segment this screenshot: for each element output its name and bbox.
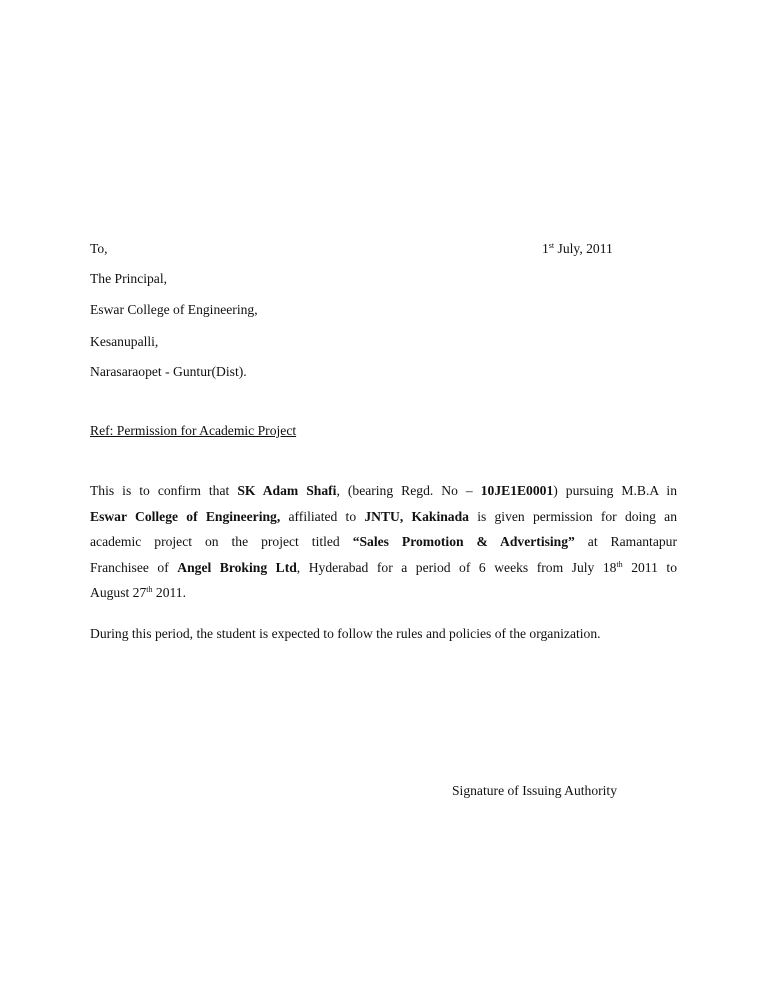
body-line-5 xyxy=(90,580,677,606)
body-text: This is to confirm that xyxy=(90,483,238,498)
ordinal-suffix: th xyxy=(146,585,153,594)
university-name: JNTU, Kakinada xyxy=(364,508,469,524)
body-line-3 xyxy=(90,529,677,555)
body-text: academic project on the project titled xyxy=(90,534,353,549)
student-name: SK Adam Shafi xyxy=(237,483,337,498)
regd-number: 10JE1E0001 xyxy=(480,483,554,498)
body-text: , (bearing Regd. No – xyxy=(336,483,481,498)
body-text: , Hyderabad for a period of 6 weeks from July 18 xyxy=(296,559,617,575)
body-line-1 xyxy=(90,478,677,504)
date-rest: July, 2011 xyxy=(554,241,613,256)
body-line-2 xyxy=(90,504,677,530)
signature-label: Signature of Issuing Authority xyxy=(452,783,618,798)
body-text: 2011. xyxy=(152,585,186,600)
ordinal-suffix: th xyxy=(616,559,623,569)
address-line-2: Eswar College of Engineering, xyxy=(90,302,258,317)
date-day: 1 xyxy=(542,241,549,256)
second-paragraph: During this period, the student is expected to follow the rules and policies of the organization. xyxy=(90,626,601,641)
body-line-4 xyxy=(90,555,677,581)
body-text: is given permission for doing an xyxy=(468,508,677,524)
body-text: affiliated to xyxy=(280,508,365,524)
body-text: August 27 xyxy=(90,585,147,600)
body-text: ) pursuing M.B.A in xyxy=(553,483,677,498)
company-name: Angel Broking Ltd xyxy=(177,559,297,575)
reference-subject: Ref: Permission for Academic Project xyxy=(90,423,297,438)
letter-date xyxy=(542,240,613,258)
project-title: “Sales Promotion & Advertising” xyxy=(352,534,575,549)
body-text: 2011 to xyxy=(622,559,677,575)
salutation-to: To, xyxy=(90,241,108,256)
college-name: Eswar College of Engineering, xyxy=(90,508,281,524)
body-paragraph xyxy=(90,478,677,606)
address-line-3: Kesanupalli, xyxy=(90,334,159,349)
body-text: Franchisee of xyxy=(90,559,178,575)
date-suffix: st xyxy=(548,241,555,250)
body-text: at Ramantapur xyxy=(574,534,677,549)
address-line-1: The Principal, xyxy=(90,271,168,286)
address-line-4: Narasaraopet - Guntur(Dist). xyxy=(90,364,247,379)
